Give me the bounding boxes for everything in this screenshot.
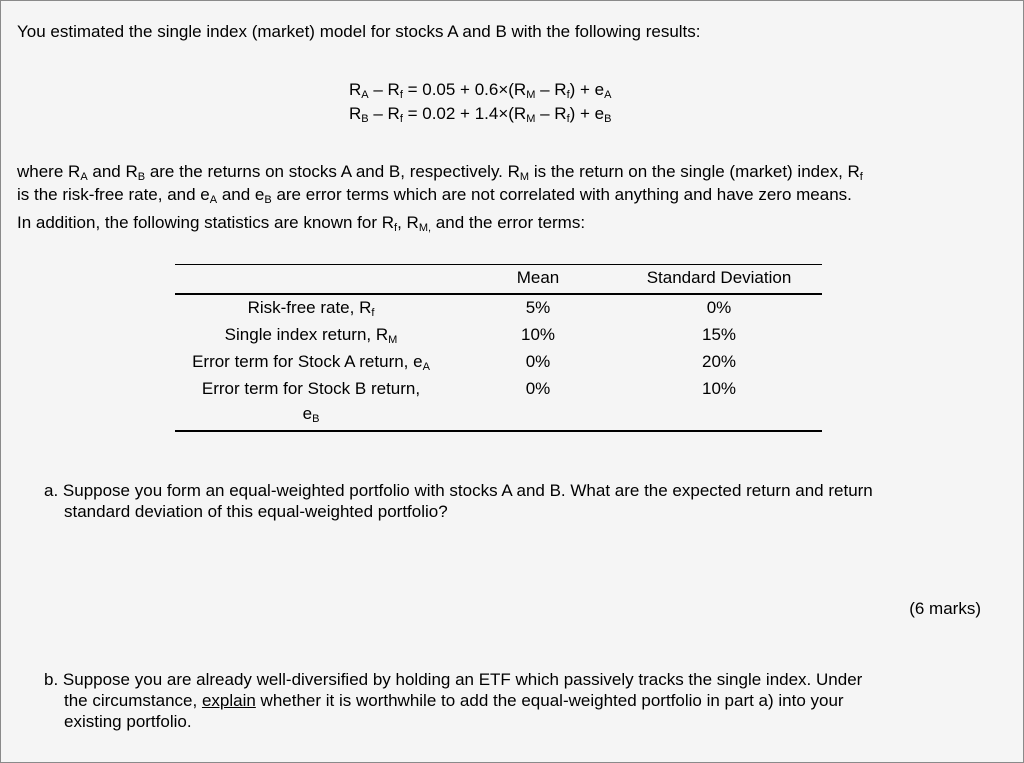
table-top-rule	[175, 264, 822, 265]
table-row-label-cont: $e_B$	[302, 404, 320, 425]
intro-text: You estimated the single index (market) model for stocks A and B with the following results:	[17, 22, 701, 41]
table-row-mean: 0%	[525, 379, 551, 398]
column-header-sd: Standard Deviation	[646, 268, 792, 287]
question-a-line-2: standard deviation of this equal-weighted portfolio?	[64, 502, 448, 521]
table-row-mean: 10%	[520, 325, 556, 344]
table-row-sd: 20%	[701, 352, 737, 371]
where-line-1: where $R_A$ and $R_B$ are the returns on stocks A and B, respectively. $R_M$ is the return on the single (market) index, $R_f$	[17, 162, 863, 183]
table-row-label: Error term for Stock B return,	[201, 379, 421, 398]
table-row-mean: 5%	[525, 298, 551, 317]
table-row-mean: 0%	[525, 352, 551, 371]
table-row-sd: 10%	[701, 379, 737, 398]
where-line-2: is the risk-free rate, and $e_A$ and $e_B$ are error terms which are not correlated with anything and have zero means.	[17, 185, 852, 206]
question-b-line-3: existing portfolio.	[64, 712, 192, 731]
explain-keyword: explain	[201, 691, 256, 710]
question-b-line-2: the circumstance, explain whether it is worthwhile to add the equal-weighted portfolio in part a) into your	[64, 691, 844, 710]
question-b-line-1: b. Suppose you are already well-diversified by holding an ETF which passively tracks the single index. Under	[44, 670, 863, 689]
table-row-label: Single index return, $R_M$	[224, 325, 398, 346]
table-header-rule	[175, 293, 822, 295]
equation-stock-a: $R_A - R_f = 0.05 + 0.6\times(R_M - R_f) + e_A$	[349, 80, 612, 101]
equation-stock-b: $R_B - R_f = 0.02 + 1.4\times(R_M - R_f) + e_B$	[349, 104, 612, 125]
marks-label: (6 marks)	[909, 599, 981, 618]
table-row-label: Error term for Stock A return, $e_A$	[192, 352, 430, 373]
question-a-line-1: a. Suppose you form an equal-weighted portfolio with stocks A and B. What are the expected return and return	[44, 481, 873, 500]
table-bottom-rule	[175, 430, 822, 432]
table-row-label: Risk-free rate, $R_f$	[247, 298, 375, 319]
column-header-mean: Mean	[516, 268, 560, 287]
where-line-3: In addition, the following statistics are known for $R_f$, $R_{M,}$ and the error terms:	[17, 213, 586, 234]
table-row-sd: 0%	[706, 298, 732, 317]
table-row-sd: 15%	[701, 325, 737, 344]
